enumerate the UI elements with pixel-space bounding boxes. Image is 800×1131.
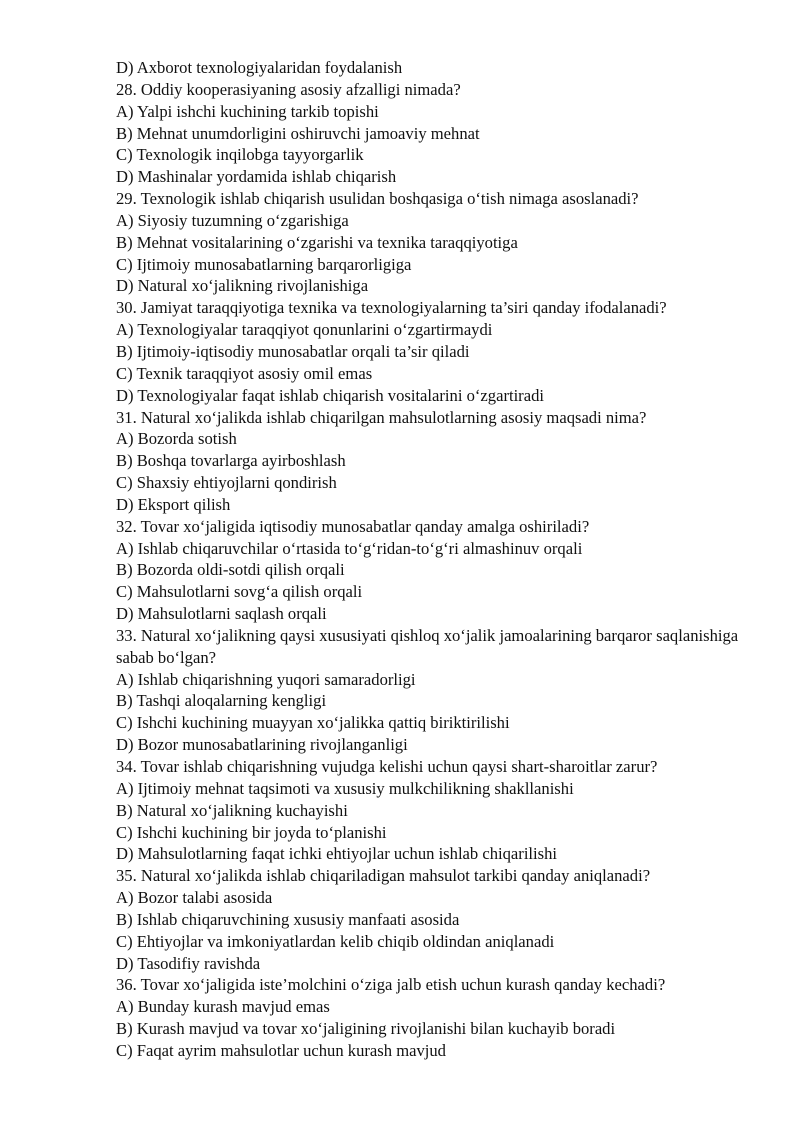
question-35: 35. Natural xo‘jalikda ishlab chiqariladigan mahsulot tarkibi qanday aniqlanadi? <box>116 866 651 886</box>
answer-option: C) Faqat ayrim mahsulotlar uchun kurash mavjud <box>116 1040 446 1060</box>
answer-option: A) Ishlab chiqaruvchilar o‘rtasida to‘g‘ridan-to‘g‘ri almashinuv orqali <box>116 538 583 558</box>
question-30: 30. Jamiyat taraqqiyotiga texnika va texnologiyalarning ta’siri qanday ifodalanadi? <box>116 298 667 318</box>
question-28: 28. Oddiy kooperasiyaning asosiy afzalligi nimada? <box>116 79 461 99</box>
answer-option: B) Boshqa tovarlarga ayirboshlash <box>116 451 346 471</box>
answer-option: B) Ishlab chiqaruvchining xususiy manfaati asosida <box>116 909 460 929</box>
answer-option: D) Axborot texnologiyalaridan foydalanish <box>116 58 403 77</box>
question-32: 32. Tovar xo‘jaligida iqtisodiy munosabatlar qanday amalga oshiriladi? <box>116 516 590 536</box>
answer-option: A) Ishlab chiqarishning yuqori samaradorligi <box>116 669 416 689</box>
answer-option: A) Bunday kurash mavjud emas <box>116 997 330 1017</box>
answer-option: C) Texnologik inqilobga tayyorgarlik <box>116 145 364 165</box>
answer-option: A) Bozor talabi asosida <box>116 888 273 908</box>
answer-option: D) Eksport qilish <box>116 494 231 514</box>
answer-option: C) Texnik taraqqiyot asosiy omil emas <box>116 363 373 383</box>
answer-option: D) Mahsulotlarning faqat ichki ehtiyojlar uchun ishlab chiqarilishi <box>116 844 558 864</box>
answer-option: D) Mahsulotlarni saqlash orqali <box>116 604 327 624</box>
answer-option: B) Mehnat vositalarining o‘zgarishi va texnika taraqqiyotiga <box>116 232 518 252</box>
answer-option: C) Ehtiyojlar va imkoniyatlardan kelib chiqib oldindan aniqlanadi <box>116 931 555 951</box>
answer-option: A) Siyosiy tuzumning o‘zgarishiga <box>116 210 349 230</box>
question-33: 33. Natural xo‘jalikning qaysi xususiyati qishloq xo‘jalik jamoalarining barqaror saqlanishiga sabab bo‘lgan? <box>116 625 739 667</box>
question-31: 31. Natural xo‘jalikda ishlab chiqarilgan mahsulotlarning asosiy maqsadi nima? <box>116 407 647 427</box>
answer-option: C) Mahsulotlarni sovg‘a qilish orqali <box>116 582 363 602</box>
answer-option: C) Ishchi kuchining muayyan xo‘jalikka qattiq biriktirilishi <box>116 713 510 733</box>
answer-option: A) Ijtimoiy mehnat taqsimoti va xususiy mulkchilikning shakllanishi <box>116 778 574 798</box>
answer-option: A) Bozorda sotish <box>116 429 237 449</box>
answer-option: D) Tasodifiy ravishda <box>116 953 261 973</box>
question-29: 29. Texnologik ishlab chiqarish usulidan boshqasiga o‘tish nimaga asoslanadi? <box>116 189 639 209</box>
answer-option: C) Ijtimoiy munosabatlarning barqarorligiga <box>116 254 412 274</box>
answer-option: B) Mehnat unumdorligini oshiruvchi jamoaviy mehnat <box>116 123 480 143</box>
answer-option: C) Shaxsiy ehtiyojlarni qondirish <box>116 473 337 493</box>
answer-option: D) Texnologiyalar faqat ishlab chiqarish vositalarini o‘zgartiradi <box>116 385 544 405</box>
answer-option: B) Tashqi aloqalarning kengligi <box>116 691 327 711</box>
answer-option: B) Ijtimoiy-iqtisodiy munosabatlar orqali ta’sir qiladi <box>116 341 470 361</box>
answer-option: B) Bozorda oldi-sotdi qilish orqali <box>116 560 345 580</box>
answer-option: A) Texnologiyalar taraqqiyot qonunlarini o‘zgartirmaydi <box>116 320 493 340</box>
answer-option: D) Mashinalar yordamida ishlab chiqarish <box>116 167 397 187</box>
answer-option: B) Natural xo‘jalikning kuchayishi <box>116 800 348 820</box>
question-36: 36. Tovar xo‘jaligida iste’molchini o‘ziga jalb etish uchun kurash qanday kechadi? <box>116 975 666 995</box>
answer-option: B) Kurash mavjud va tovar xo‘jaligining rivojlanishi bilan kuchayib boradi <box>116 1019 616 1039</box>
answer-option: D) Natural xo‘jalikning rivojlanishiga <box>116 276 369 296</box>
question-34: 34. Tovar ishlab chiqarishning vujudga kelishi uchun qaysi shart-sharoitlar zarur? <box>116 757 658 776</box>
answer-option: D) Bozor munosabatlarining rivojlanganligi <box>116 735 408 755</box>
answer-option: C) Ishchi kuchining bir joyda to‘planishi <box>116 822 387 842</box>
answer-option: A) Yalpi ishchi kuchining tarkib topishi <box>116 101 379 121</box>
